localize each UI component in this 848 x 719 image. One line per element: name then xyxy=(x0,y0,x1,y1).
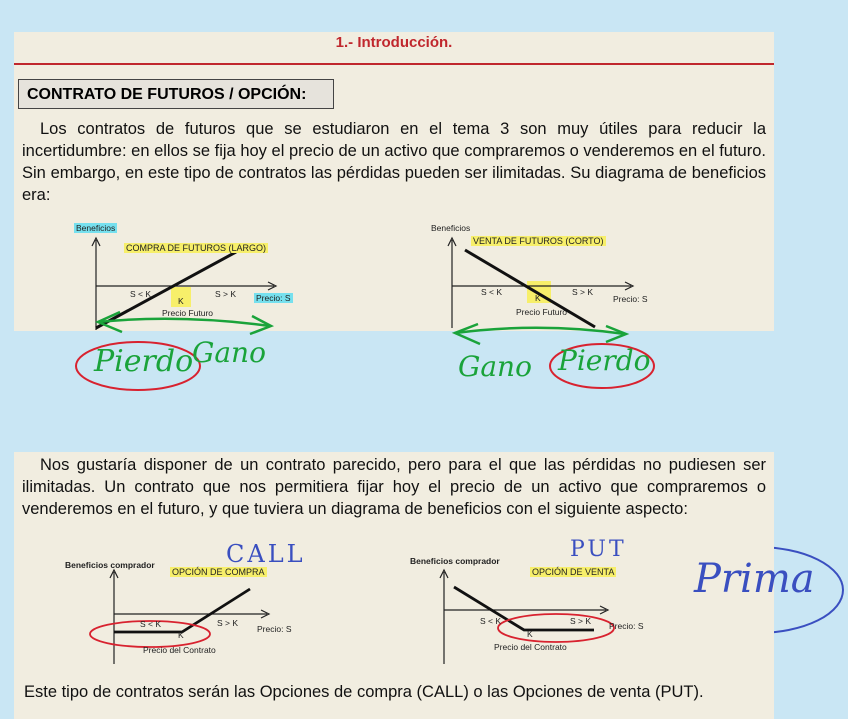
premium-loss-circle xyxy=(498,614,614,642)
k-label: K xyxy=(535,293,541,303)
s-lt-k-label: S < K xyxy=(140,619,162,629)
x-axis-label: Precio: S xyxy=(257,624,292,634)
right-loss-note: Pierdo xyxy=(558,344,651,377)
left-gain-note: Gano xyxy=(192,336,266,369)
y-axis-label: Beneficios comprador xyxy=(65,560,155,570)
closing-sentence: Este tipo de contratos serán las Opciones de compra (CALL) o las Opciones de venta (PUT). xyxy=(24,683,704,701)
chart-title: OPCIÓN DE COMPRA xyxy=(172,567,265,577)
k-price-label: Precio del Contrato xyxy=(143,645,216,655)
left-loss-note: Pierdo xyxy=(94,344,194,379)
k-price-label: Precio del Contrato xyxy=(494,642,567,652)
y-axis-label: Beneficios xyxy=(76,223,116,233)
bottom-slide xyxy=(14,452,774,719)
y-axis-label: Beneficios xyxy=(431,223,471,233)
chart-title: OPCIÓN DE VENTA xyxy=(532,567,615,577)
title-divider xyxy=(14,63,774,65)
call-note: CALL xyxy=(226,540,306,568)
intro-paragraph: Los contratos de futuros que se estudiaron en el tema 3 son muy útiles para reducir la incertidumbre: en ellos se fija hoy el precio de un activo que compraremos o venderemos en el futuro. Sin embargo, en este tipo de contratos las pérdidas pueden ser ilimitadas. Su diagrama de beneficios era: xyxy=(22,120,766,204)
s-lt-k-label: S < K xyxy=(480,616,502,626)
s-gt-k-label: S > K xyxy=(572,287,594,297)
chart-title: VENTA DE FUTUROS (CORTO) xyxy=(473,236,604,246)
options-paragraph: Nos gustaría disponer de un contrato parecido, pero para el que las pérdidas no pudiesen ser ilimitadas. Un contrato que nos permitiera fijar hoy el precio de un activo que compraremos o venderemos en el futuro, y que tuviera un diagrama de beneficios con el siguiente aspecto: xyxy=(22,456,766,518)
x-axis-label: Precio: S xyxy=(256,293,291,303)
chart-title: COMPRA DE FUTUROS (LARGO) xyxy=(126,243,267,253)
chart-short-futures xyxy=(429,220,659,330)
chart-call-option xyxy=(62,556,302,668)
k-price-label: Precio Futuro xyxy=(516,307,568,317)
chart-put-option xyxy=(396,556,644,668)
k-label: K xyxy=(178,296,184,306)
k-label: K xyxy=(178,630,184,640)
put-note: PUT xyxy=(570,537,627,562)
section-heading: CONTRATO DE FUTUROS / OPCIÓN: xyxy=(18,79,334,109)
slide-title: 1.- Introducción. xyxy=(335,34,453,51)
x-axis-label: Precio: S xyxy=(613,294,648,304)
y-axis-label: Beneficios comprador xyxy=(410,556,500,566)
k-label: K xyxy=(527,629,533,639)
s-lt-k-label: S < K xyxy=(481,287,503,297)
s-gt-k-label: S > K xyxy=(570,616,592,626)
k-price-label: Precio Futuro xyxy=(162,308,214,318)
premium-note: Prima xyxy=(694,556,815,602)
x-axis-label: Precio: S xyxy=(609,621,644,631)
right-gain-note: Gano xyxy=(458,350,532,383)
s-gt-k-label: S > K xyxy=(217,618,239,628)
chart-long-futures xyxy=(74,220,304,330)
s-lt-k-label: S < K xyxy=(130,289,152,299)
s-gt-k-label: S > K xyxy=(215,289,237,299)
top-slide xyxy=(14,32,774,331)
